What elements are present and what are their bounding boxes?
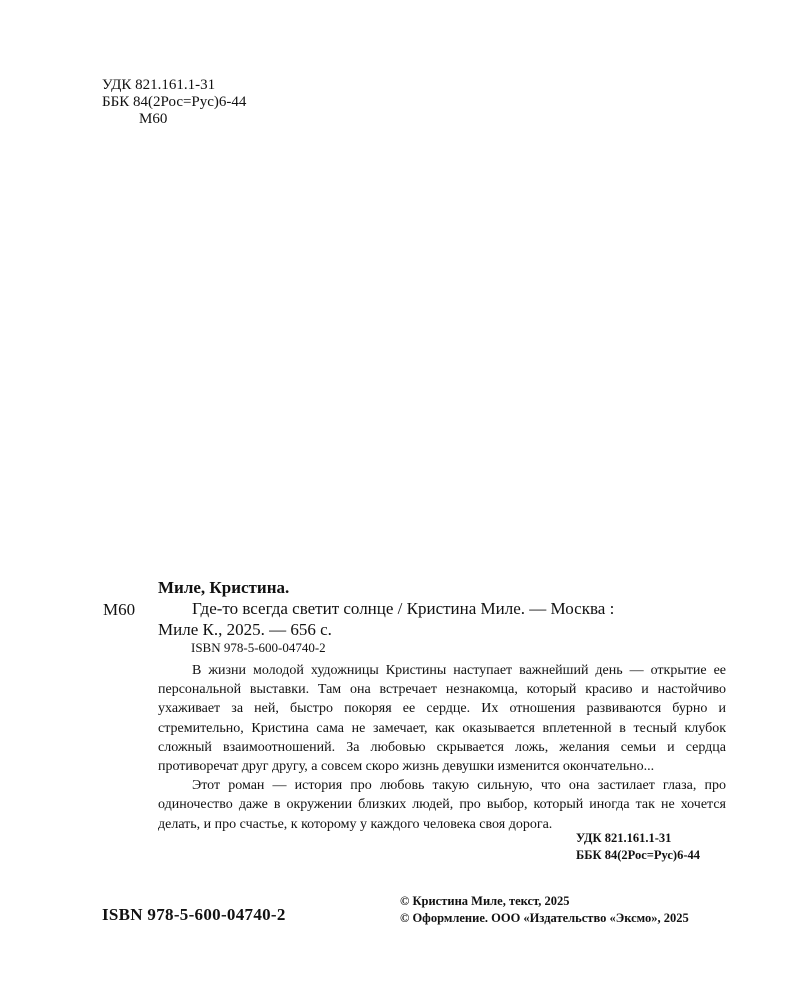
footer-udk-code: УДК 821.161.1-31 bbox=[576, 831, 672, 845]
udk-code: УДК 821.161.1-31 bbox=[102, 77, 216, 93]
record-title-line: Где-то всегда светит солнце / Кристина Миле. — Москва : bbox=[192, 599, 615, 618]
copyright-design: © Оформление. ООО «Издательство «Эксмо», 2025 bbox=[400, 911, 689, 925]
copyright-text: © Кристина Миле, текст, 2025 bbox=[400, 894, 570, 908]
isbn-large: ISBN 978-5-600-04740-2 bbox=[102, 905, 286, 924]
record-author-mark: М60 bbox=[103, 600, 136, 619]
footer-classification-codes bbox=[576, 830, 700, 864]
footer-bbk-code: ББК 84(2Рос=Рус)6-44 bbox=[576, 848, 700, 862]
copyright-block bbox=[400, 893, 689, 927]
record-author: Миле, Кристина. bbox=[158, 578, 290, 597]
top-classification-codes bbox=[102, 77, 246, 128]
annotation bbox=[158, 661, 726, 834]
record-isbn: ISBN 978-5-600-04740-2 bbox=[191, 640, 326, 655]
author-mark: М60 bbox=[139, 111, 168, 127]
annotation-paragraph: В жизни молодой художницы Кристины наступает важнейший день — открытие ее персональной выставки. Там она встречает незнакомца, который красиво и настойчиво ухаживает за ней, быстро покоряя ее сердце. Их отношения развиваются бурно и стремительно, Кристина сама не замечает, как оказывается вплетенной в тесный клубок сложный взаимоотношений. За любовью скрывается ложь, желания семьи и сердца противоречат друг другу, а совсем скоро жизнь девушки изменится окончательно... bbox=[158, 663, 726, 775]
annotation-paragraph: Этот роман — история про любовь такую сильную, что она застилает глаза, про одиночество даже в окружении близких людей, про выбор, который иногда так не хочется делать, и про счастье, к которому у каждого человека своя дорога. bbox=[158, 778, 726, 832]
bbk-code: ББК 84(2Рос=Рус)6-44 bbox=[102, 94, 247, 110]
bibliographic-description bbox=[158, 598, 728, 640]
record-publisher-line: Миле К., 2025. — 656 с. bbox=[158, 620, 332, 639]
